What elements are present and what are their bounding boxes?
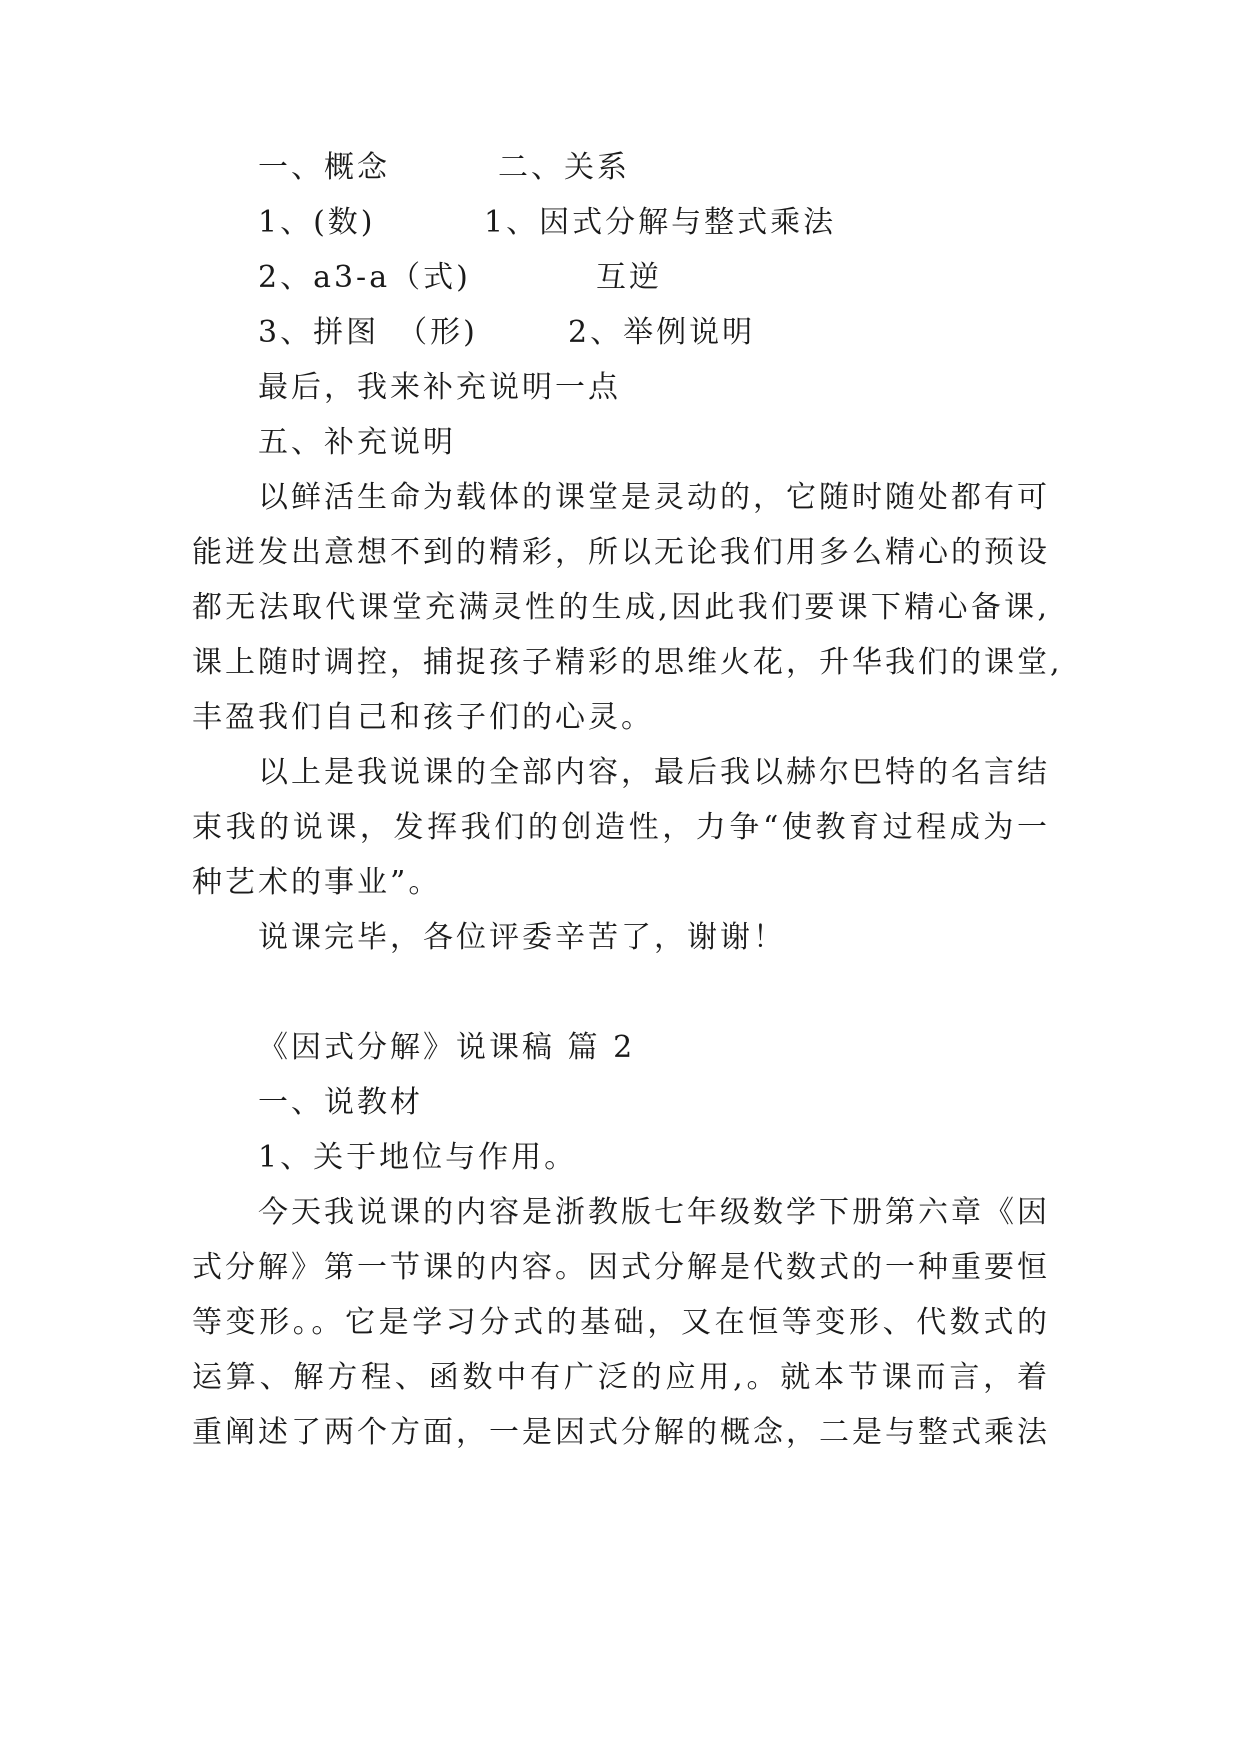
paragraph-line: 重阐述了两个方面，一是因式分解的概念，二是与整式乘法 bbox=[192, 1415, 1050, 1450]
paragraph-line: 以上是我说课的全部内容，最后我以赫尔巴特的名言结 bbox=[258, 755, 1050, 790]
outline-col2-item: 互逆 bbox=[596, 260, 662, 295]
outline-col2-item: 2、举例说明 bbox=[568, 315, 756, 350]
note-line: 最后，我来补充说明一点 bbox=[258, 370, 621, 405]
paragraph-line: 都无法取代课堂充满灵性的生成,因此我们要课下精心备课, bbox=[192, 590, 1050, 625]
subsection-heading: 1、关于地位与作用。 bbox=[258, 1140, 578, 1175]
paragraph-line: 式分解》第一节课的内容。因式分解是代数式的一种重要恒 bbox=[192, 1250, 1050, 1285]
paragraph-line: 以鲜活生命为载体的课堂是灵动的，它随时随处都有可 bbox=[258, 480, 1050, 515]
outline-col1-item: 一、概念 bbox=[258, 150, 390, 185]
paragraph-line: 今天我说课的内容是浙教版七年级数学下册第六章《因 bbox=[258, 1195, 1050, 1230]
paragraph-line: 束我的说课，发挥我们的创造性，力争“使教育过程成为一 bbox=[192, 810, 1050, 845]
outline-col1-item: 1、(数) bbox=[258, 205, 376, 240]
closing-line: 说课完毕，各位评委辛苦了，谢谢！ bbox=[258, 920, 786, 955]
paragraph-line: 丰盈我们自己和孩子们的心灵。 bbox=[192, 700, 654, 735]
outline-col1-item: 3、拼图 （形) bbox=[258, 315, 478, 350]
section-heading: 五、补充说明 bbox=[258, 425, 456, 460]
paragraph-line: 运算、解方程、函数中有广泛的应用,。就本节课而言，着 bbox=[192, 1360, 1050, 1395]
article-title: 《因式分解》说课稿 篇 2 bbox=[258, 1030, 636, 1065]
outline-col1-item: 2、a3-a（式) bbox=[258, 260, 471, 295]
paragraph-line: 课上随时调控，捕捉孩子精彩的思维火花，升华我们的课堂, bbox=[192, 645, 1063, 680]
outline-col2-item: 二、关系 bbox=[498, 150, 630, 185]
outline-col2-item: 1、因式分解与整式乘法 bbox=[484, 205, 837, 240]
paragraph-line: 等变形。。它是学习分式的基础，又在恒等变形、代数式的 bbox=[192, 1305, 1050, 1340]
paragraph-line: 种艺术的事业”。 bbox=[192, 865, 442, 900]
section-heading: 一、说教材 bbox=[258, 1085, 423, 1120]
paragraph-line: 能迸发出意想不到的精彩，所以无论我们用多么精心的预设 bbox=[192, 535, 1050, 570]
